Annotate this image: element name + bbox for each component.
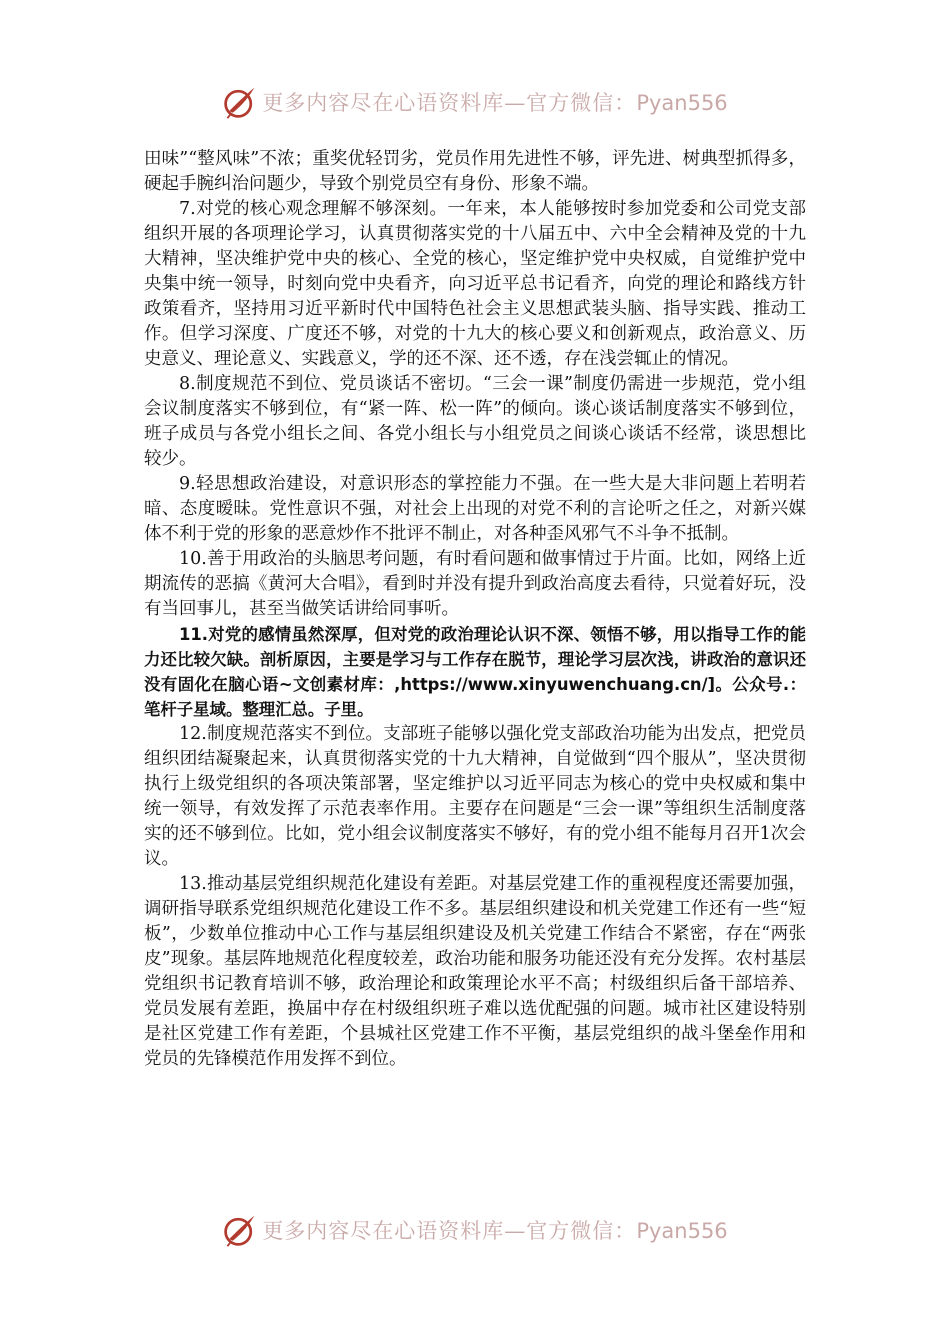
footer-text: 更多内容尽在心语资料库—官方微信：Pyan556 — [262, 1219, 728, 1243]
header-banner — [0, 82, 950, 122]
paragraph-item-8: 8.制度规范不到位、党员谈话不密切。“三会一课”制度仍需进一步规范，党小组会议制度落实不够到位，有“紧一阵、松一阵”的倾向。谈心谈话制度落实不够到位，班子成员与各党小组长之间、各党小组长与小组党员之间谈心谈话不经常，谈思想比较少。 — [144, 374, 806, 469]
paragraph-item-11: 11.对党的感情虽然深厚，但对党的政治理论认识不深、领悟不够，用以指导工作的能力还比较欠缺。剖析原因，主要是学习与工作存在脱节，理论学习层次浅，讲政治的意识还没有固化在脑心语~文创素材库：,https://www.xinyuwenchuang.cn/]。公众号.：笔杆子星域。整理汇总。子里。 — [144, 625, 806, 719]
document-body — [144, 147, 806, 1072]
footer-banner — [0, 1210, 950, 1250]
quill-logo-icon — [222, 84, 258, 120]
paragraph-continuation: 田味”“整风味”不浓；重奖优轻罚劣，党员作用先进性不够，评先进、树典型抓得多，硬起手腕纠治问题少，导致个别党员空有身份、形象不端。 — [144, 149, 806, 194]
quill-logo-icon — [222, 1212, 258, 1248]
paragraph-item-10: 10.善于用政治的头脑思考问题，有时看问题和做事情过于片面。比如，网络上近期流传的恶搞《黄河大合唱》，看到时并没有提升到政治高度去看待，只觉着好玩，没有当回事儿，甚至当做笑话讲给同事听。 — [144, 549, 806, 619]
paragraph-item-12: 12.制度规范落实不到位。支部班子能够以强化党支部政治功能为出发点，把党员组织团结凝聚起来，认真贯彻落实党的十九大精神，自觉做到“四个服从”，坚决贯彻执行上级党组织的各项决策部署，坚定维护以习近平同志为核心的党中央权威和集中统一领导，有效发挥了示范表率作用。主要存在问题是“三会一课”等组织生活制度落实的还不够到位。比如，党小组会议制度落实不够好，有的党小组不能每月召开1次会议。 — [144, 724, 806, 869]
footer-wechat-id: Pyan556 — [636, 1219, 728, 1243]
paragraph-item-13: 13.推动基层党组织规范化建设有差距。对基层党建工作的重视程度还需要加强，调研指导联系党组织规范化建设工作不多。基层组织建设和机关党建工作还有一些“短板”，少数单位推动中心工作与基层组织建设及机关党建工作结合不紧密，存在“两张皮”现象。基层阵地规范化程度较差，政治功能和服务功能还没有充分发挥。农村基层党组织书记教育培训不够，政治理论和政策理论水平不高；村级组织后备干部培养、党员发展有差距，换届中存在村级组织班子难以选优配强的问题。城市社区建设特别是社区党建工作有差距，个县城社区党建工作不平衡，基层党组织的战斗堡垒作用和党员的先锋模范作用发挥不到位。 — [144, 874, 806, 1069]
paragraph-item-9: 9.轻思想政治建设，对意识形态的掌控能力不强。在一些大是大非问题上若明若暗、态度暧昧。党性意识不强，对社会上出现的对党不利的言论听之任之，对新兴媒体不利于党的形象的恶意炒作不批评不制止，对各种歪风邪气不斗争不抵制。 — [144, 474, 806, 544]
header-text: 更多内容尽在心语资料库—官方微信：Pyan556 — [262, 91, 728, 115]
paragraph-item-7: 7.对党的核心观念理解不够深刻。一年来，本人能够按时参加党委和公司党支部组织开展的各项理论学习，认真贯彻落实党的十八届五中、六中全会精神及党的十九大精神，坚决维护党中央的核心、全党的核心，坚定维护党中央权威，自觉维护党中央集中统一领导，时刻向党中央看齐，向习近平总书记看齐，向党的理论和路线方针政策看齐，坚持用习近平新时代中国特色社会主义思想武装头脑、指导实践、推动工作。但学习深度、广度还不够，对党的十九大的核心要义和创新观点，政治意义、历史意义、理论意义、实践意义，学的还不深、还不透，存在浅尝辄止的情况。 — [144, 199, 806, 369]
header-wechat-id: Pyan556 — [636, 91, 728, 115]
